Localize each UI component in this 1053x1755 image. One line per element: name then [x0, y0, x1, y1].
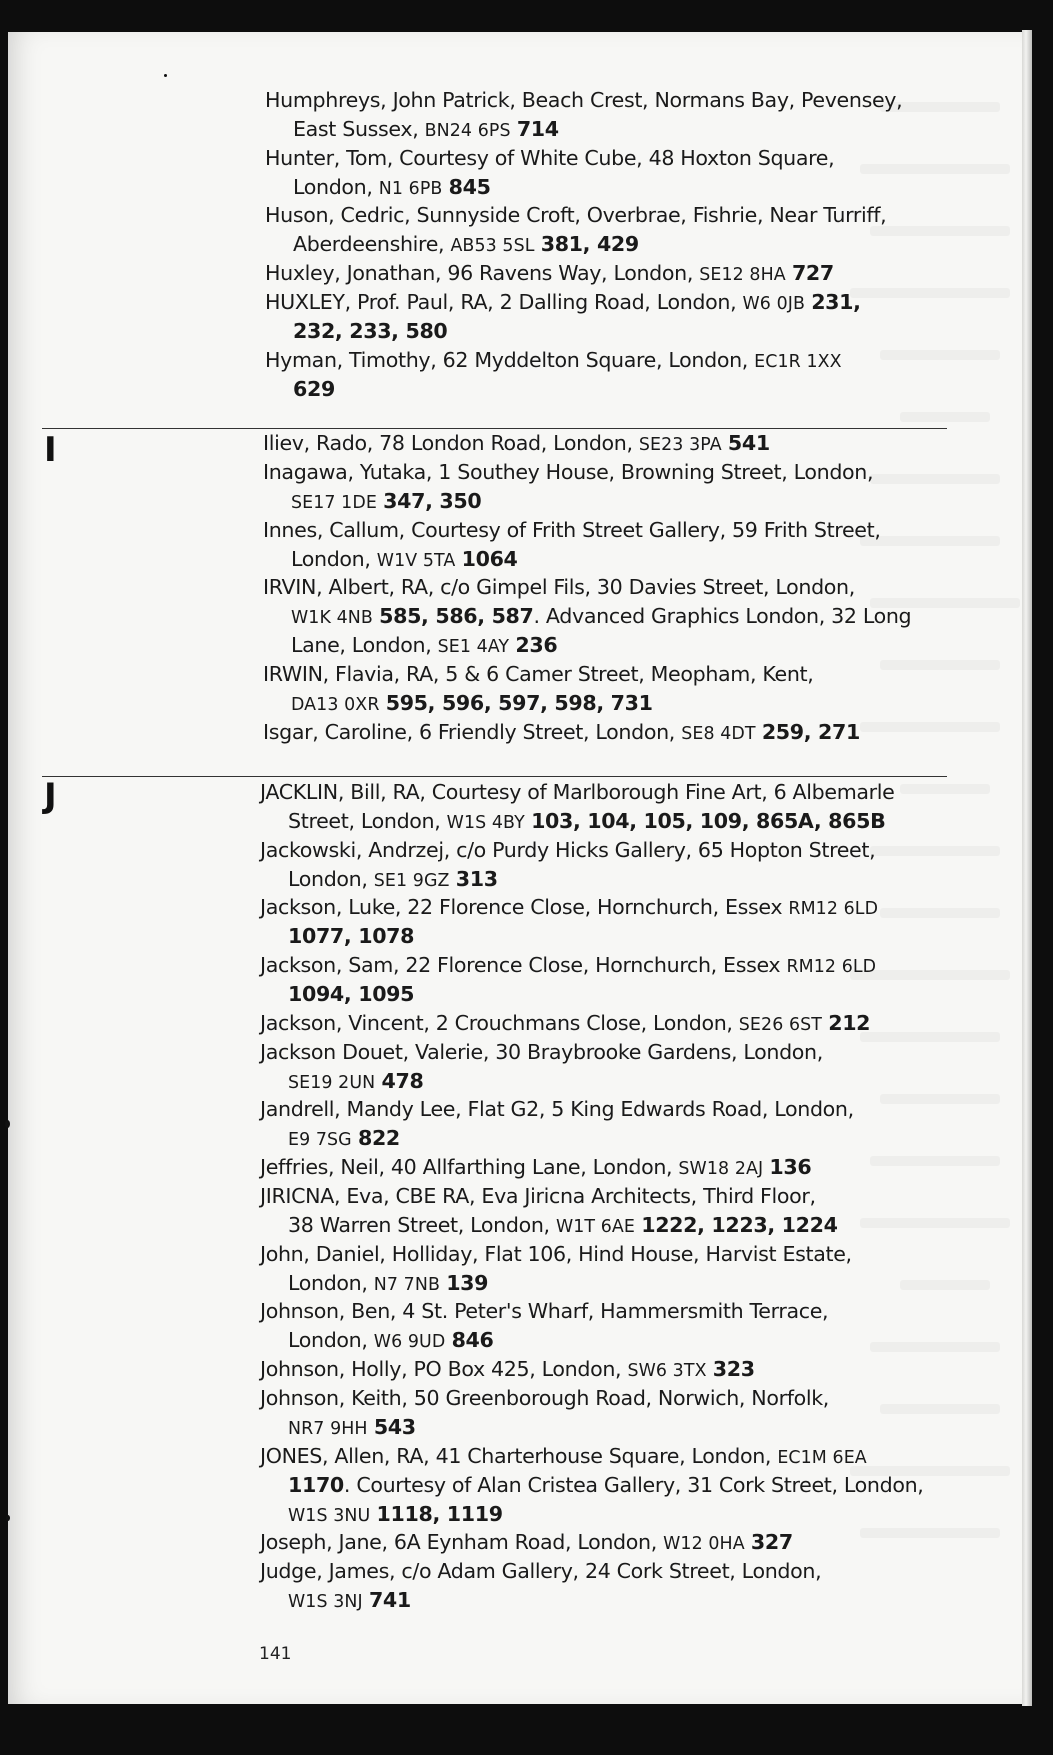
show-through-line [880, 1404, 1000, 1414]
entry-first-line [260, 1009, 870, 1038]
entry-first-line [260, 1528, 793, 1557]
entry-text: London, [288, 866, 374, 891]
entry-continuation-line [265, 230, 886, 259]
entry-first-line [265, 259, 834, 288]
postcode: W1V 5TA [376, 550, 456, 571]
postcode: W1T 6AE [555, 1216, 636, 1237]
postcode: NR7 9HH [288, 1418, 368, 1439]
entry-continuation-line [260, 1471, 924, 1500]
entry-text: Hyman, Timothy, 62 Myddelton Square, London, [265, 347, 755, 372]
entry-continuation-line [260, 1500, 924, 1529]
entry-text: London, [291, 546, 377, 571]
entry-text: Huson, Cedric, Sunnyside Croft, Overbrae, Fishrie, Near Turriff, [265, 203, 887, 228]
show-through-line [900, 1280, 990, 1290]
postcode: EC1M 6EA [777, 1447, 867, 1468]
show-through-line [880, 908, 1000, 918]
entry-continuation-line [263, 689, 813, 718]
postcode: N7 7NB [373, 1274, 440, 1295]
index-entry [260, 1297, 828, 1355]
entry-text: Joseph, Jane, 6A Eynham Road, London, [260, 1530, 664, 1555]
entry-text: Isgar, Caroline, 6 Friendly Street, London, [263, 719, 682, 744]
entry-first-line [263, 718, 860, 747]
postcode: W1S 4BY [446, 813, 525, 833]
index-entry [260, 1355, 755, 1384]
entry-continuation-line [265, 115, 902, 144]
catalogue-numbers: 478 [381, 1068, 424, 1093]
postcode: W1K 4NB [291, 608, 373, 629]
entry-first-line [265, 86, 902, 115]
dust-speck [6, 1515, 10, 1521]
postcode: SE26 6ST [738, 1014, 823, 1035]
entry-first-line [263, 429, 770, 458]
index-entry [265, 144, 834, 202]
catalogue-numbers: 259, 271 [761, 719, 860, 744]
entry-first-line [263, 516, 881, 545]
entry-continuation-line [260, 1326, 828, 1355]
entry-continuation-line [260, 980, 876, 1009]
entry-first-line [265, 201, 886, 230]
index-entry [260, 1528, 793, 1557]
catalogue-numbers: 595, 596, 597, 598, 731 [385, 690, 653, 715]
postcode: SE17 1DE [291, 492, 377, 513]
catalogue-numbers: 136 [769, 1155, 812, 1180]
entry-continuation-line [260, 1269, 852, 1298]
index-entry [263, 429, 770, 458]
show-through-line [880, 1094, 1000, 1104]
entry-first-line [260, 1557, 821, 1586]
show-through-line [870, 1156, 1000, 1166]
catalogue-numbers: 541 [727, 431, 770, 455]
entry-first-line [260, 1240, 852, 1269]
entry-text: JACKLIN, Bill, RA, Courtesy of Marlborough Fine Art, 6 Albemarle [260, 780, 895, 804]
postcode: W1S 3NJ [288, 1591, 363, 1612]
index-entry [260, 893, 878, 951]
entry-first-line [265, 144, 834, 173]
postcode: SE1 9GZ [373, 870, 450, 891]
catalogue-numbers: 714 [516, 117, 559, 141]
index-entry [263, 718, 860, 747]
catalogue-numbers: 1222, 1223, 1224 [641, 1212, 838, 1237]
postcode: W6 9UD [373, 1332, 446, 1353]
entry-text: IRWIN, Flavia, RA, 5 & 6 Camer Street, Meopham, Kent, [263, 661, 814, 686]
entry-first-line [260, 893, 878, 922]
catalogue-numbers: 585, 586, 587 [379, 604, 534, 629]
entry-continuation-line [265, 173, 834, 202]
entry-text: Jackson, Vincent, 2 Crouchmans Close, London, [260, 1010, 739, 1035]
catalogue-numbers: 845 [448, 174, 491, 199]
catalogue-numbers: 236 [515, 633, 558, 658]
index-entry [260, 1442, 924, 1529]
postcode: SE1 4AY [437, 637, 510, 658]
section-letter: J [44, 776, 57, 816]
entry-first-line [260, 1038, 823, 1067]
index-entry [263, 660, 813, 718]
entry-continuation-line [260, 807, 895, 836]
catalogue-numbers: 629 [293, 376, 335, 401]
postcode: DA13 0XR [291, 694, 380, 715]
entry-continuation-line [265, 375, 842, 404]
entry-text: Street, London, [288, 809, 447, 833]
index-entry [260, 1153, 811, 1182]
show-through-line [880, 660, 1000, 670]
entry-continuation-line [265, 317, 861, 346]
entry-first-line [260, 1384, 829, 1413]
entry-text: Innes, Callum, Courtesy of Frith Street Gallery, 59 Frith Street, [263, 517, 881, 542]
index-entry [260, 836, 875, 894]
entry-first-line [260, 951, 876, 980]
entry-text: IRVIN, Albert, RA, c/o Gimpel Fils, 30 Davies Street, London, [263, 575, 855, 600]
index-entry [263, 516, 881, 574]
postcode: RM12 6LD [786, 957, 877, 978]
entry-text: Johnson, Holly, PO Box 425, London, [260, 1357, 628, 1381]
entry-first-line [260, 1442, 924, 1471]
entry-text: London, [293, 174, 379, 199]
entry-continuation-line [260, 865, 875, 894]
catalogue-numbers: 727 [791, 261, 834, 286]
postcode: N1 6PB [378, 178, 443, 199]
index-entry [260, 1240, 852, 1298]
show-through-line [900, 412, 990, 422]
postcode: SE12 8HA [699, 265, 786, 286]
show-through-line [870, 474, 1000, 484]
entry-text: Jackson, Sam, 22 Florence Close, Hornchurch, Essex [260, 953, 787, 978]
entry-text: JIRICNA, Eva, CBE RA, Eva Jiricna Architects, Third Floor, [260, 1183, 816, 1208]
show-through-line [870, 226, 1010, 236]
entry-first-line [263, 458, 873, 487]
postcode: AB53 5SL [450, 236, 535, 257]
index-entry [263, 573, 911, 660]
postcode: SW18 2AJ [678, 1159, 764, 1180]
postcode: SE23 3PA [638, 435, 722, 455]
entry-first-line [260, 1095, 854, 1124]
entry-text: 38 Warren Street, London, [288, 1212, 556, 1237]
postcode: SE19 2UN [288, 1072, 376, 1093]
postcode: W12 0HA [663, 1534, 745, 1555]
entry-text: Jeffries, Neil, 40 Allfarthing Lane, London, [260, 1155, 679, 1180]
postcode: RM12 6LD [788, 899, 879, 920]
catalogue-numbers: 1170 [288, 1472, 344, 1497]
catalogue-numbers: 323 [712, 1357, 755, 1381]
postcode: EC1R 1XX [754, 351, 842, 372]
entry-text: Humphreys, John Patrick, Beach Crest, Normans Bay, Pevensey, [265, 88, 903, 112]
entry-text: Inagawa, Yutaka, 1 Southey House, Browning Street, London, [263, 459, 874, 484]
entry-text: Jackowski, Andrzej, c/o Purdy Hicks Gallery, 65 Hopton Street, [260, 837, 876, 862]
index-entry [263, 458, 873, 516]
catalogue-numbers: 846 [451, 1328, 494, 1353]
index-entry [260, 1009, 870, 1038]
catalogue-numbers: 1064 [461, 546, 518, 571]
index-entry [265, 201, 886, 259]
show-through-line [860, 1218, 1010, 1228]
entry-text: Aberdeenshire, [293, 232, 451, 257]
entry-text: . Advanced Graphics London, 32 Long [533, 604, 912, 629]
index-entry [265, 288, 861, 346]
entry-continuation-line [263, 631, 911, 660]
entry-first-line [263, 660, 813, 689]
entry-first-line [260, 1297, 828, 1326]
section-letter: I [44, 430, 57, 470]
entry-text: Johnson, Keith, 50 Greenborough Road, Norwich, Norfolk, [260, 1385, 829, 1410]
entry-text: East Sussex, [293, 117, 425, 141]
entry-first-line [265, 346, 842, 375]
entry-text: John, Daniel, Holliday, Flat 106, Hind House, Harvist Estate, [260, 1241, 852, 1266]
show-through-line [860, 164, 1010, 174]
catalogue-numbers: 741 [368, 1587, 411, 1612]
index-entry [260, 1038, 823, 1096]
entry-text: London, [288, 1328, 374, 1353]
catalogue-numbers: 1094, 1095 [288, 982, 415, 1007]
index-entry [265, 86, 902, 144]
show-through-line [860, 1032, 1000, 1042]
catalogue-numbers: 212 [828, 1010, 871, 1035]
entry-text: Jackson, Luke, 22 Florence Close, Hornchurch, Essex [260, 895, 789, 920]
catalogue-numbers: 313 [455, 866, 498, 891]
show-through-line [860, 1528, 1000, 1538]
dust-speck [164, 74, 167, 77]
catalogue-numbers: 822 [357, 1126, 400, 1151]
entry-continuation-line [260, 1413, 829, 1442]
catalogue-numbers: 327 [750, 1530, 793, 1555]
postcode: SE8 4DT [681, 723, 756, 744]
entry-text: Huxley, Jonathan, 96 Ravens Way, London, [265, 261, 700, 286]
entry-continuation-line [263, 602, 911, 631]
page-edge [1022, 30, 1032, 1706]
index-entry [260, 1557, 821, 1615]
catalogue-numbers: 139 [446, 1270, 489, 1295]
index-entry [265, 259, 834, 288]
entry-text: Jandrell, Mandy Lee, Flat G2, 5 King Edwards Road, London, [260, 1097, 854, 1122]
postcode: SW6 3TX [627, 1361, 707, 1381]
entry-continuation-line [260, 922, 878, 951]
catalogue-numbers: 347, 350 [383, 488, 482, 513]
catalogue-numbers: 1077, 1078 [288, 924, 415, 949]
entry-first-line [260, 778, 895, 807]
entry-continuation-line [260, 1124, 854, 1153]
section-divider [42, 776, 947, 777]
entry-continuation-line [260, 1067, 823, 1096]
show-through-line [880, 350, 1000, 360]
entry-continuation-line [260, 1211, 838, 1240]
entry-text: London, [288, 1270, 374, 1295]
postcode: BN24 6PS [424, 121, 511, 141]
index-entry [260, 778, 895, 836]
entry-text: Hunter, Tom, Courtesy of White Cube, 48 Hoxton Square, [265, 145, 835, 170]
entry-first-line [265, 288, 861, 317]
entry-text: HUXLEY, Prof. Paul, RA, 2 Dalling Road, London, [265, 289, 743, 314]
entry-first-line [260, 1153, 811, 1182]
entry-first-line [260, 1355, 755, 1384]
catalogue-numbers: 381, 429 [540, 232, 639, 257]
index-entry [260, 1095, 854, 1153]
show-through-line [900, 784, 990, 794]
catalogue-numbers: 103, 104, 105, 109, 865A, 865B [531, 809, 886, 833]
catalogue-numbers: 1118, 1119 [376, 1501, 503, 1526]
entry-text: Lane, London, [291, 633, 438, 658]
page-number: 141 [259, 1644, 292, 1664]
index-entry [260, 951, 876, 1009]
catalogue-numbers: 543 [373, 1414, 416, 1439]
index-entry [260, 1384, 829, 1442]
catalogue-numbers: 231, [811, 289, 861, 314]
show-through-line [860, 536, 1000, 546]
index-entry [260, 1182, 838, 1240]
show-through-line [860, 722, 1000, 732]
catalogue-numbers: 232, 233, 580 [293, 318, 448, 343]
entry-continuation-line [260, 1586, 821, 1615]
entry-text: . Courtesy of Alan Cristea Gallery, 31 Cork Street, London, [343, 1472, 924, 1497]
entry-first-line [263, 573, 911, 602]
entry-first-line [260, 836, 875, 865]
entry-text: Johnson, Ben, 4 St. Peter's Wharf, Hammersmith Terrace, [260, 1299, 829, 1324]
entry-continuation-line [263, 545, 881, 574]
entry-text: Jackson Douet, Valerie, 30 Braybrooke Gardens, London, [260, 1039, 823, 1064]
entry-text: Judge, James, c/o Adam Gallery, 24 Cork Street, London, [260, 1558, 822, 1583]
postcode: E9 7SG [288, 1130, 352, 1151]
show-through-line [850, 288, 1010, 298]
entry-text: JONES, Allen, RA, 41 Charterhouse Square, London, [260, 1443, 778, 1468]
entry-text: Iliev, Rado, 78 London Road, London, [263, 431, 639, 455]
entry-first-line [260, 1182, 838, 1211]
show-through-line [870, 1342, 1000, 1352]
postcode: W6 0JB [742, 293, 805, 314]
postcode: W1S 3NU [288, 1505, 371, 1526]
index-entry [265, 346, 842, 404]
dust-speck [5, 1120, 10, 1128]
entry-continuation-line [263, 487, 873, 516]
show-through-line [870, 846, 1000, 856]
